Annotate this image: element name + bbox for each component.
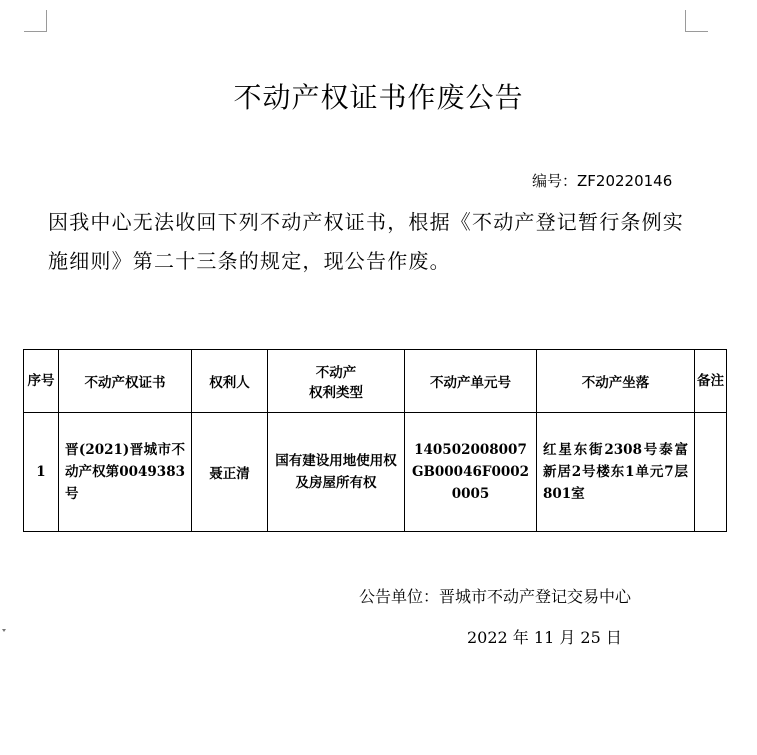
header-certificate: 不动产权证书 [59,350,192,413]
crop-mark-top-left-horizontal [24,31,47,32]
header-location: 不动产坐落 [537,350,695,413]
header-unit-number: 不动产单元号 [405,350,537,413]
crop-mark-top-right-horizontal [685,31,708,32]
cell-location: 红星东街2308号泰富新居2号楼东1单元7层801室 [537,413,695,532]
crop-mark-top-right-vertical [685,10,686,32]
void-certificate-table [23,349,727,532]
header-remark: 备注 [695,350,727,413]
crop-mark-top-left-vertical [46,10,47,32]
header-seq: 序号 [24,350,59,413]
document-number: 编号：ZF20220146 [532,172,673,190]
issue-date: 2022 年 11 月 25 日 [467,628,622,647]
header-right-type-line2: 权利类型 [309,385,363,401]
margin-caret-icon [2,629,6,632]
cell-holder: 聂正清 [192,413,268,532]
cell-seq: 1 [24,413,59,532]
table-header-row [24,350,727,413]
header-right-type-line1: 不动产 [315,365,357,381]
cell-remark [695,413,727,532]
table-row [24,413,727,532]
header-holder: 权利人 [192,350,268,413]
cell-unit-number: 140502008007GB00046F00020005 [405,413,537,532]
cell-right-type: 国有建设用地使用权及房屋所有权 [268,413,405,532]
issuing-unit: 公告单位：晋城市不动产登记交易中心 [359,587,632,606]
body-paragraph: 因我中心无法收回下列不动产权证书，根据《不动产登记暂行条例实施细则》第二十三条的规定，现公告作废。 [48,210,684,273]
cell-certificate: 晋(2021)晋城市不动产权第0049383号 [59,413,192,532]
header-right-type [268,350,405,413]
document-title: 不动产权证书作废公告 [233,81,524,114]
